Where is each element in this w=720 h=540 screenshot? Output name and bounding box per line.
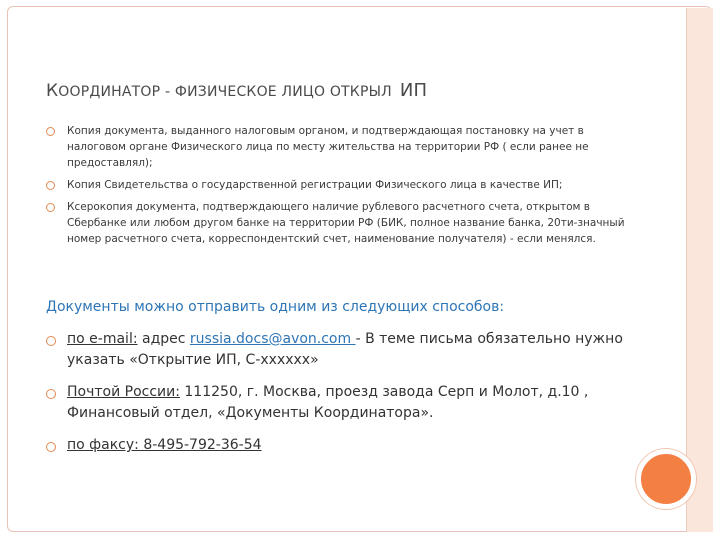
bullet-circle-icon bbox=[46, 203, 55, 212]
list-item-text: Копия Свидетельства о государственной регистрации Физического лица в качестве ИП; bbox=[67, 179, 563, 191]
list-item bbox=[46, 177, 646, 193]
email-link[interactable]: russia.docs@avon.com bbox=[189, 331, 356, 347]
page-title bbox=[46, 80, 427, 101]
method-email bbox=[46, 329, 646, 371]
bullet-circle-icon bbox=[46, 181, 55, 190]
send-methods-heading: Документы можно отправить одним из следующих способов: bbox=[46, 299, 505, 315]
decorative-side-bar bbox=[686, 8, 713, 532]
email-label: по e-mail: bbox=[67, 331, 138, 347]
list-item bbox=[46, 123, 646, 171]
documents-list bbox=[46, 123, 646, 253]
list-item-text: Копия документа, выданного налоговым органом, и подтверждающая постановку на учет в налоговом органе Физического лица по месту жительства на территории РФ ( если ранее не предоставлял); bbox=[67, 125, 589, 169]
title-first-letter: К bbox=[46, 81, 59, 101]
list-item bbox=[46, 199, 646, 247]
email-pre: адрес bbox=[137, 331, 190, 347]
list-item-text: Ксерокопия документа, подтверждающего наличие рублевого расчетного счета, открытом в Сбербанке или любом другом банке на территории РФ (БИК, полное название банка, 20ти-значный номер расчетного счета, корреспондентский счет, наименование получателя) - если менялся. bbox=[67, 201, 625, 245]
method-fax bbox=[46, 435, 646, 456]
bullet-circle-icon bbox=[46, 127, 55, 136]
title-rest: ООРДИНАТОР - ФИЗИЧЕСКОЕ ЛИЦО ОТКРЫЛ bbox=[58, 84, 392, 100]
fax-number: 8-495-792-36-54 bbox=[138, 437, 262, 453]
bullet-circle-icon bbox=[46, 442, 56, 452]
post-label: Почтой России: bbox=[67, 384, 180, 400]
post-text: 111250, г. Москва, проезд завода Серп и Молот, д.10 , Финансовый отдел, «Документы Координатора». bbox=[67, 384, 589, 421]
email-post: - В теме письма обязательно нужно указать «Открытие ИП, С-xxxxxx» bbox=[67, 331, 623, 368]
send-methods-list bbox=[46, 329, 646, 467]
method-post bbox=[46, 382, 646, 424]
fax-label: по факсу: bbox=[67, 437, 139, 453]
title-ip: ИП bbox=[399, 80, 428, 101]
bullet-circle-icon bbox=[46, 336, 56, 346]
bullet-circle-icon bbox=[46, 389, 56, 399]
